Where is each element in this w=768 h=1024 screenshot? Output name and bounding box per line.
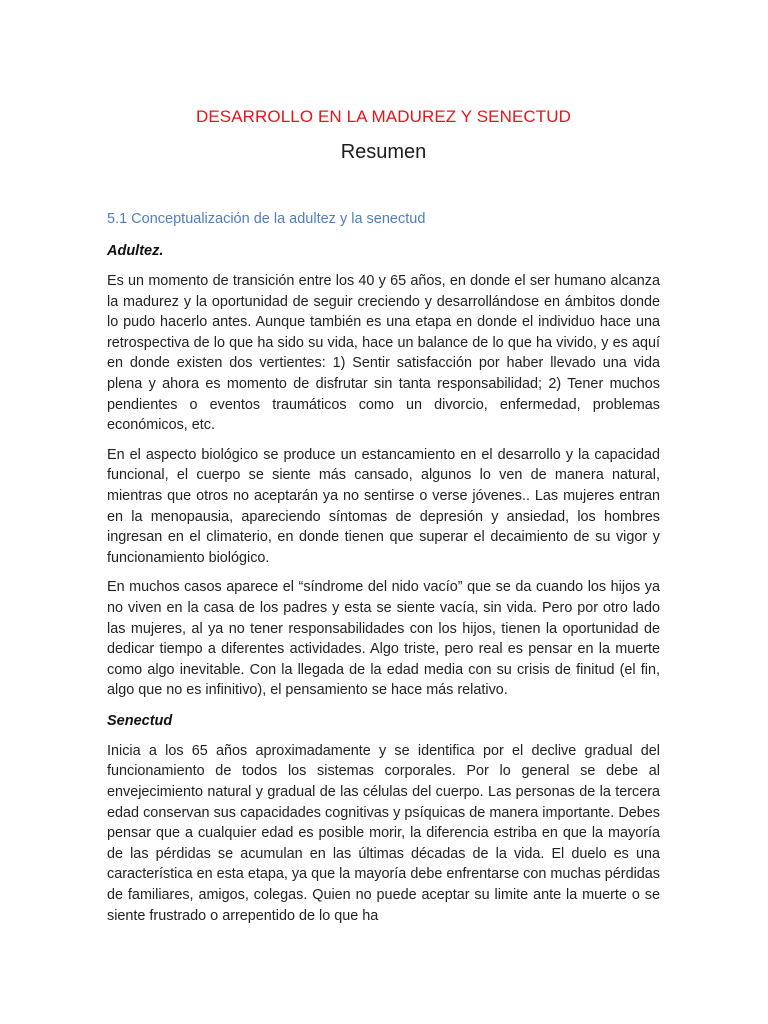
adultez-paragraph-2: En el aspecto biológico se produce un estancamiento en el desarrollo y la capacidad funcional, el cuerpo se siente más cansado, algunos lo ven de manera natural, mientras que otros no aceptarán ya no sentirse o verse jóvenes.. Las mujeres entran en la menopausia, apareciendo síntomas de depresión y ansiedad, los hombres ingresan en el climaterio, en donde tienen que superar el decaimiento de su vigor y funcionamiento biológico. [107, 446, 660, 566]
adultez-paragraph-3: En muchos casos aparece el “síndrome del nido vacío” que se da cuando los hijos ya no viven en la casa de los padres y esta se siente vacía, sin vida. Pero por otro lado las mujeres, al ya no tener responsabilidades con los hijos, tienen la oportunidad de dedicar tiempo a diferentes actividades. Algo triste, pero real es pensar en la muerte como algo inevitable. Con la llegada de la edad media con su crisis de finitud (el fin, algo que no es infinitivo), el pensamiento se hace más relativo. [107, 579, 660, 699]
document-body [107, 240, 660, 935]
senectud-heading: Senectud [107, 712, 173, 729]
document-title: DESARROLLO EN LA MADUREZ Y SENECTUD [195, 107, 572, 126]
adultez-paragraph-1: Es un momento de transición entre los 40 y 65 años, en donde el ser humano alcanza la madurez y la oportunidad de seguir creciendo y desarrollándose en ámbitos donde lo pudo hacerlo antes. Aunque también es una etapa en donde el individuo hace una retrospectiva de lo que ha sido su vida, hace un balance de lo que ha vivido, y es aquí en donde existen dos vertientes: 1) Sentir satisfacción por haber llevado una vida plena y ahora es momento de disfrutar sin tanta responsabilidad; 2) Tener muchos pendientes o eventos traumáticos como un divorcio, enfermedad, problemas económicos, etc. [107, 273, 660, 434]
senectud-paragraph-1: Inicia a los 65 años aproximadamente y se identifica por el declive gradual del funcionamiento de todos los sistemas corporales. Por lo general se debe al envejecimiento natural y gradual de las células del cuerpo. Las personas de la tercera edad conservan sus capacidades cognitivas y psíquicas de manera importante. Debes pensar que a cualquier edad es posible morir, la diferencia estriba en que la mayoría de las pérdidas se acumulan en las últimas décadas de la vida. El duelo es una característica en esta etapa, ya que la mayoría debe enfrentarse con muchas pérdidas de familiares, amigos, colegas. Quien no puede aceptar su limite ante la muerte o se siente frustrado o arrepentido de lo que ha [107, 742, 660, 924]
document-subtitle: Resumen [340, 141, 427, 163]
adultez-heading: Adultez. [107, 243, 164, 259]
section-heading: 5.1 Conceptualización de la adultez y la senectud [107, 211, 426, 227]
